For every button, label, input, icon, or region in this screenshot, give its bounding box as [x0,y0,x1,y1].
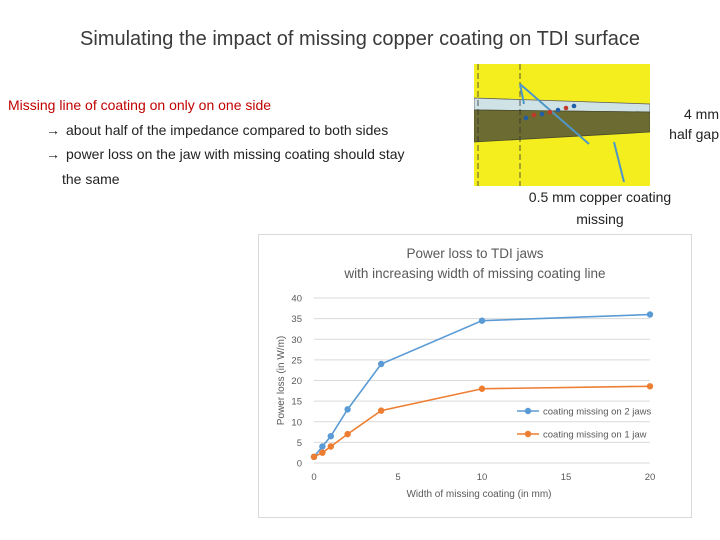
notes-heading: Missing line of coating on only on one side [8,97,272,113]
data-point-series-2 [311,454,317,460]
y-tick-label: 5 [296,437,302,449]
note-point-1 [8,118,478,143]
coating-label-line-1: 0.5 mm copper coating [528,189,672,205]
jaw-cross-section-drawing [474,64,650,186]
y-tick-label: 40 [291,293,302,305]
x-axis-label: Width of missing coating (in mm) [406,489,552,500]
chart-title: Power loss to TDI jaws [406,246,544,261]
x-tick-label: 10 [476,472,488,483]
x-tick-label: 20 [644,472,656,483]
data-point-series-1 [378,361,384,367]
y-tick-label: 15 [291,396,302,408]
y-tick-label: 10 [291,417,302,429]
y-tick-label: 0 [296,458,302,470]
data-point-series-1 [328,433,334,439]
notes-block [8,93,478,191]
x-tick-label: 0 [311,472,317,483]
data-point-series-1 [344,406,350,412]
coating-label [505,186,695,230]
y-tick-label: 30 [291,334,302,346]
data-point-series-1 [479,317,485,323]
arrow-right-icon: → [46,121,60,138]
y-tick-label: 20 [291,376,302,387]
legend-swatch-marker [525,431,531,437]
y-axis-label: Power loss (in W/m) [276,335,287,426]
note-point-2 [8,142,478,167]
data-point-series-1 [647,311,653,317]
note-point-1-text: about half of the impedance compared to both sides [66,121,389,138]
data-point-series-2 [647,383,653,389]
data-point-series-2 [319,449,325,455]
data-point-series-1 [319,443,325,449]
y-tick-label: 25 [291,355,302,367]
gap-label-line-2: half gap [669,126,719,142]
legend-label: coating missing on 2 jaws [543,406,652,418]
gap-label [657,104,719,144]
legend-label: coating missing on 1 jaw [543,429,647,441]
coating-label-line-2: missing [576,211,624,227]
data-point-series-2 [328,443,334,449]
gap-label-line-1: 4 mm [684,106,719,122]
chart-subtitle: with increasing width of missing coating line [344,266,606,281]
x-tick-label: 15 [560,472,572,483]
arrow-right-icon: → [46,146,60,162]
x-tick-label: 5 [395,472,401,483]
power-loss-chart [258,234,692,518]
y-tick-label: 35 [291,314,302,326]
jaw-cross-section-image [474,64,650,186]
note-point-2-continued: the same [62,170,120,187]
data-point-series-2 [378,407,384,413]
chart-canvas [259,235,691,517]
note-point-2-text: power loss on the jaw with missing coating should stay [66,146,405,162]
legend-swatch-marker [525,408,531,414]
slide-title: Simulating the impact of missing copper coating on TDI surface [80,28,640,50]
data-point-series-2 [344,431,350,437]
data-point-series-2 [479,386,485,392]
